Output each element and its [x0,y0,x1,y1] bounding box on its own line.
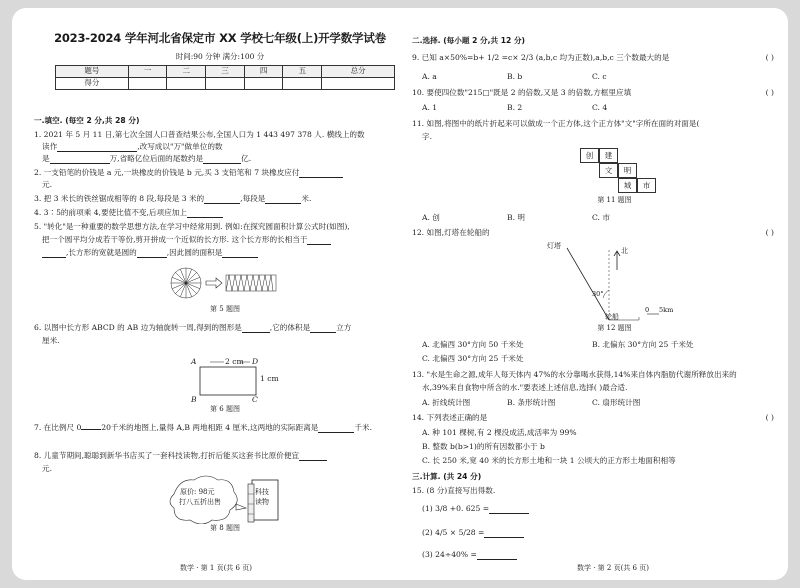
question-6: 6. 以图中长方形 ABCD 的 AB 边为轴旋转一周,得到的图形是 ,它的体积是 立方 [34,323,352,332]
net-face: 建 [599,148,618,163]
question-5-line3: ,长方形的宽就是圆的 ,因此圆的面积是 [42,248,258,258]
q14-option-b[interactable]: B. 整数 b(b>1)的所有因数都小于 b [422,442,545,451]
question-9: 9. 已知 a×50%=b+ 1/2 =c× 2/3 (a,b,c 均为正数),a,b,c 三个数最大的是 [412,53,670,62]
label-angle: 30° [592,290,604,298]
answer-blank[interactable] [203,155,241,164]
score-header: 四 [244,66,283,78]
score-header: 二 [167,66,206,78]
answer-blank[interactable] [318,424,354,433]
net-face: 城 [618,178,637,193]
figure-11-caption: 第 11 题图 [597,196,632,204]
figure-6-label-length: 2 cm [225,357,244,366]
calc-2: (2) 4/5 × 5/28 = [422,528,524,538]
figure-5-caption: 第 5 题图 [210,305,240,313]
answer-paren[interactable]: ( ) [765,228,774,237]
answer-blank[interactable] [242,324,270,333]
answer-blank[interactable] [489,505,529,514]
score-header: 五 [283,66,322,78]
q12-option-a[interactable]: A. 北偏西 30°方向 50 千米处 [422,340,524,349]
q11-option-a[interactable]: A. 创 [422,213,440,222]
answer-paren[interactable]: ( ) [765,53,774,62]
answer-blank[interactable] [222,249,258,258]
question-11-line2: 字. [422,132,433,141]
figure-6-label-width: 1 cm [260,374,279,383]
price-bubble-line1: 原价: 98元 [180,488,215,496]
question-7: 7. 在比例尺 0 20千米的地图上,量得 A,B 两地相距 4 厘米,这两地的实际距离是 千米. [34,423,373,432]
question-1-line2: 读作 ,改写成以"万"做单位的数 [42,142,223,151]
section-calc: 三.计算. (共 24 分) [412,472,482,481]
answer-paren[interactable]: ( ) [765,413,774,422]
q14-option-a[interactable]: A. 种 101 棵树,有 2 棵没成活,成活率为 99% [422,428,577,437]
net-face: 创 [580,148,599,163]
question-5-line2: 把一个圆平均分成若干等份,剪开拼成一个近似的长方形. 这个长方形的长相当于 [42,235,331,245]
question-2: 2. 一支铅笔的价钱是 a 元,一块橡皮的价钱是 b 元,买 3 支铅笔和 7 块橡皮应付 [34,168,343,178]
label-scale-zero: 0 [645,306,650,314]
question-4: 4. 3∶5的前项乘 4,要使比值不变,后项应加上 [34,208,223,218]
score-cell[interactable] [167,78,206,90]
exam-sheet [12,8,788,580]
label-scale-5km: 5km [659,306,674,314]
net-face: 明 [618,163,637,178]
score-header: 总分 [322,66,395,78]
exam-subtitle: 时间:90 分钟 满分:100 分 [175,52,265,61]
book-title-line1: 科技 [255,488,269,496]
page-footer-1: 数学 · 第 1 页(共 6 页) [180,564,252,572]
q14-option-c[interactable]: C. 长 250 米,宽 40 米的长方形土地和一块 1 公顷大的正方形土地面积相等 [422,456,676,465]
q13-option-c[interactable]: C. 扇形统计图 [592,398,641,407]
net-face: 市 [637,178,656,193]
question-5: 5. "转化"是一种重要的数学思想方法,在学习中经常用到. 例如:在探究圆面积计算公式时(如图), [34,222,350,231]
q11-option-b[interactable]: B. 明 [507,213,526,222]
answer-blank[interactable] [204,195,240,204]
answer-blank[interactable] [477,551,517,560]
answer-blank[interactable] [137,249,167,258]
score-cell[interactable] [206,78,245,90]
section-choice: 二.选择. (每小题 2 分,共 12 分) [412,36,526,45]
score-cell[interactable] [283,78,322,90]
section-fill: 一.填空. (每空 2 分,共 28 分) [34,116,140,125]
q10-option-a[interactable]: A. 1 [422,103,438,112]
book-title-line2: 读物 [255,498,269,506]
answer-blank[interactable] [299,452,327,461]
figure-8-caption: 第 8 题图 [210,524,240,532]
answer-blank[interactable] [484,529,524,538]
question-10: 10. 要使四位数"215□"既是 2 的倍数,又是 3 的倍数,方框里应填 [412,88,632,97]
score-header: 三 [206,66,245,78]
calc-3: (3) 24÷40% = [422,550,517,560]
score-header: 一 [128,66,167,78]
question-1-line3: 是 万,省略亿位后面的尾数约是 亿. [42,154,252,163]
answer-blank[interactable] [299,169,343,178]
question-1: 1. 2021 年 5 月 11 日,第七次全国人口普查结果公布,全国人口为 1 443 497 378 人. 横线上的数 [34,130,365,139]
label-north: 北 [621,247,628,255]
answer-blank[interactable] [310,324,336,333]
q9-option-c[interactable]: C. c [592,72,607,81]
calc-1: (1) 3/8 +0. 625 = [422,504,529,514]
question-3: 3. 把 3 米长的铁丝锯成相等的 8 段,每段是 3 米的 ,每段是 米. [34,194,312,203]
score-cell[interactable] [244,78,283,90]
scale-bar [81,423,101,430]
label-lighthouse: 灯塔 [547,242,561,250]
figure-6-label-b: B [191,395,197,404]
answer-paren[interactable]: ( ) [765,88,774,97]
question-15: 15. (8 分)直接写出得数. [412,486,496,495]
answer-blank[interactable] [50,155,110,164]
score-cell[interactable] [322,78,395,90]
q12-option-b[interactable]: B. 北偏东 30°方向 25 千米处 [592,340,694,349]
question-2-line2: 元. [42,180,53,189]
figure-6-label-d: D [252,357,259,366]
score-table [55,65,395,90]
question-14: 14. 下列表述正确的是 [412,413,488,422]
question-13: 13. "水是生命之源,成年人每天体内 47%的水分靠喝水获得,14%来自体内脂肪代谢所释放出来的 [412,370,737,379]
score-header: 题号 [56,66,129,78]
q11-option-c[interactable]: C. 市 [592,213,610,222]
net-face: 文 [599,163,618,178]
answer-blank[interactable] [307,236,331,245]
question-8-line2: 元. [42,464,53,473]
q12-option-c[interactable]: C. 北偏西 30°方向 25 千米处 [422,354,524,363]
page-footer-2: 数学 · 第 2 页(共 6 页) [577,564,649,572]
figure-6-caption: 第 6 题图 [210,405,240,413]
answer-blank[interactable] [57,143,137,152]
label-ship: 轮船 [605,313,619,321]
figure-6-label-a: A [191,357,197,366]
answer-blank[interactable] [265,195,301,204]
figure-5-circle-to-rectangle [170,266,280,302]
figure-12-caption: 第 12 题图 [597,324,632,332]
exam-title: 2023-2024 学年河北省保定市 XX 学校七年级(上)开学数学试卷 [54,31,386,45]
q10-option-b[interactable]: B. 2 [507,103,523,112]
question-12: 12. 如图,灯塔在轮船的 [412,228,490,237]
q13-option-a[interactable]: A. 折线统计图 [422,398,471,407]
question-6-line2: 厘米. [42,336,60,345]
price-bubble-line2: 打八五折出售 [179,498,221,506]
answer-blank[interactable] [42,249,66,258]
question-13-line2: 水,39%来自食物中所含的水."要表述上述信息,选择( )最合适. [422,383,628,392]
q10-option-c[interactable]: C. 4 [592,103,608,112]
q9-option-a[interactable]: A. a [422,72,437,81]
answer-blank[interactable] [187,209,223,218]
q13-option-b[interactable]: B. 条形统计图 [507,398,556,407]
figure-6-label-c: C [252,395,258,404]
question-11: 11. 如图,将图中的纸片折起来可以做成一个正方体,这个正方体"文"字所在面的对面是( [412,119,700,128]
question-8: 8. 儿童节期间,聪聪到新华书店买了一套科技读物,打折后能买这套书比原价便宜 [34,451,327,461]
q9-option-b[interactable]: B. b [507,72,523,81]
score-row-label: 得分 [56,78,129,90]
score-cell[interactable] [128,78,167,90]
